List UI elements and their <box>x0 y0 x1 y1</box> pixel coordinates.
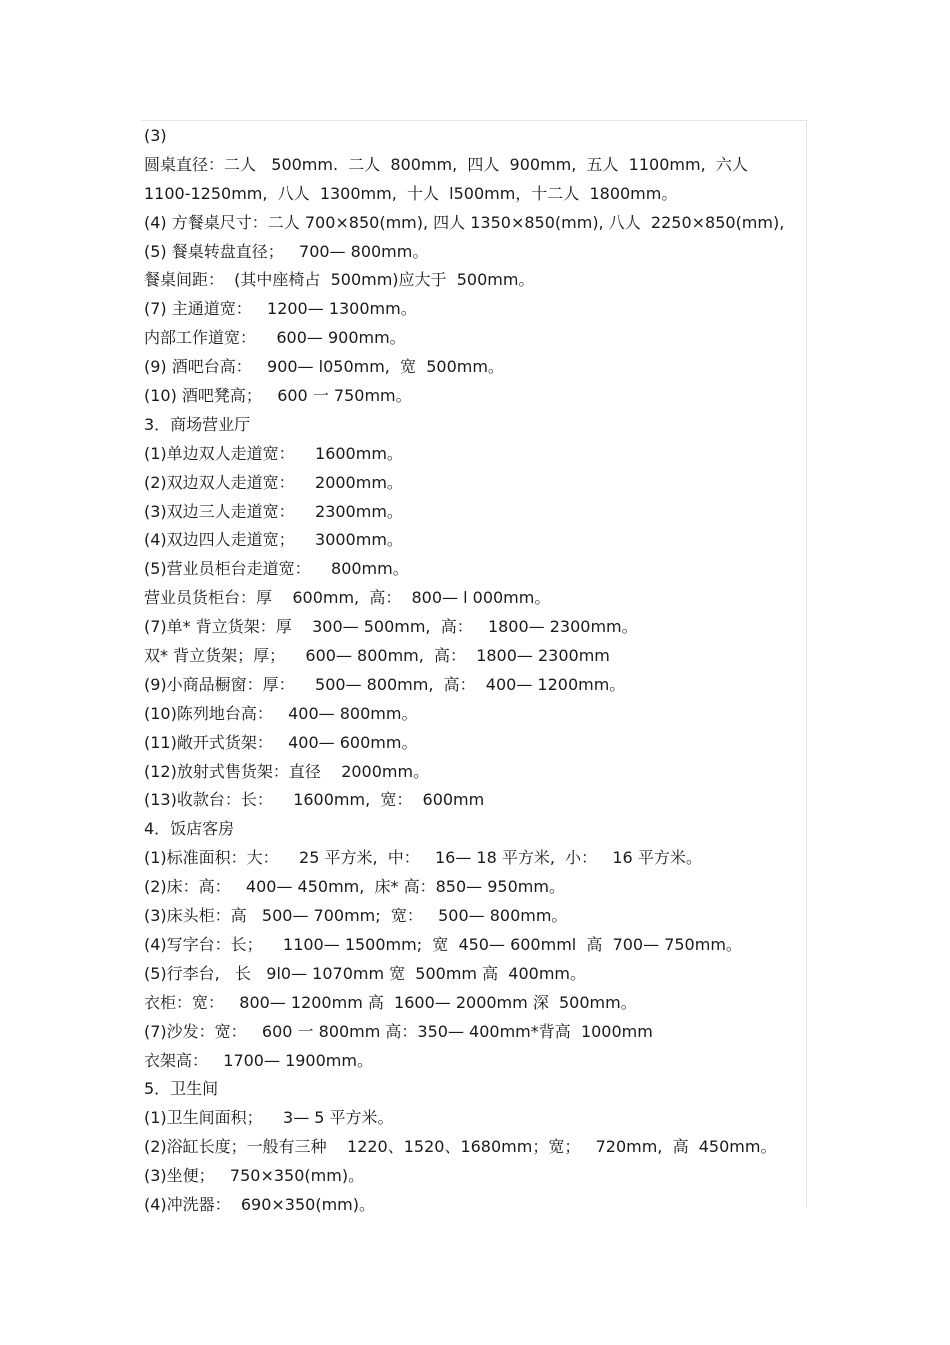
text-line: (3) <box>144 126 167 145</box>
text-line: (3)床头柜：高 500— 700mm; 宽： 500— 800mm。 <box>144 906 568 926</box>
text-line: 1100-1250mm, 八人 1300mm, 十人 l500mm，十二人 1800mm。 <box>144 183 678 203</box>
text-line: (13)收款台：长： 1600mm, 宽： 600mm <box>144 790 485 810</box>
text-line: (3)坐便； 750×350(mm)。 <box>144 1166 365 1186</box>
text-line: 衣柜：宽： 800— 1200mm 高 1600— 2000mm 深 500mm。 <box>144 992 637 1012</box>
text-line: (1)标准面积：大： 25 平方米, 中： 16— 18 平方米, 小： 16 平方米。 <box>144 848 702 868</box>
text-line: (4)冲洗器： 690×350(mm)。 <box>144 1194 375 1214</box>
section-heading: 5．卫生间 <box>144 1079 219 1099</box>
text-line: (10) 酒吧凳高； 600 一 750mm。 <box>144 386 412 406</box>
text-line: (12)放射式售货架：直径 2000mm。 <box>144 761 430 781</box>
text-line: (10)陈列地台高： 400— 800mm。 <box>144 703 418 723</box>
text-line: (2)双边双人走道宽： 2000mm。 <box>144 472 403 492</box>
text-line: 衣架高： 1700— 1900mm。 <box>144 1050 373 1070</box>
text-line: (5)营业员柜台走道宽： 800mm。 <box>144 559 409 579</box>
text-line: 营业员货柜台：厚 600mm, 高： 800— l 000mm。 <box>144 588 551 608</box>
text-line: (5)行李台, 长 9l0— 1070mm 宽 500mm 高 400mm。 <box>144 963 586 983</box>
section-heading: 4．饭店客房 <box>144 819 235 839</box>
text-line: (4) 方餐桌尺寸：二人 700×850(mm), 四人 1350×850(mm), 八人 2250×850(mm), <box>144 212 785 232</box>
text-line: (4)写字台：长； 1100— 1500mm; 宽 450— 600mml 高 700— 750mm。 <box>144 934 742 954</box>
text-line: (2)浴缸长度；一般有三种 1220、1520、1680mm；宽； 720mm, 高 450mm。 <box>144 1137 777 1157</box>
text-line: (2)床：高： 400— 450mm, 床* 高：850— 950mm。 <box>144 877 565 897</box>
document-body <box>144 122 824 1220</box>
text-line: (5) 餐桌转盘直径； 700— 800mm。 <box>144 241 429 261</box>
text-line: 双* 背立货架；厚； 600— 800mm, 高： 1800— 2300mm <box>144 646 610 666</box>
text-line: 内部工作道宽： 600— 900mm。 <box>144 328 406 348</box>
text-line: (7)单* 背立货架：厚 300— 500mm, 高： 1800— 2300mm。 <box>144 617 638 637</box>
text-line: (1)单边双人走道宽： 1600mm。 <box>144 443 403 463</box>
section-heading: 3．商场营业厅 <box>144 414 251 434</box>
text-line: (4)双边四人走道宽； 3000mm。 <box>144 530 403 550</box>
text-line: (1)卫生间面积； 3— 5 平方米。 <box>144 1108 394 1128</box>
text-line: (9)小商品橱窗：厚： 500— 800mm, 高： 400— 1200mm。 <box>144 674 626 694</box>
text-line: (11)敞开式货架： 400— 600mm。 <box>144 732 418 752</box>
text-line: (7)沙发：宽： 600 一 800mm 高：350— 400mm*背高 1000mm <box>144 1021 653 1041</box>
text-line: 餐桌间距： (其中座椅占 500mm)应大于 500mm。 <box>144 270 535 290</box>
text-line: 圆桌直径：二人 500mm. 二人 800mm, 四人 900mm, 五人 1100mm, 六人 <box>144 154 748 174</box>
text-line: (7) 主通道宽： 1200— 1300mm。 <box>144 299 417 319</box>
text-line: (3)双边三人走道宽： 2300mm。 <box>144 501 403 521</box>
text-line: (9) 酒吧台高： 900— l050mm, 宽 500mm。 <box>144 357 504 377</box>
